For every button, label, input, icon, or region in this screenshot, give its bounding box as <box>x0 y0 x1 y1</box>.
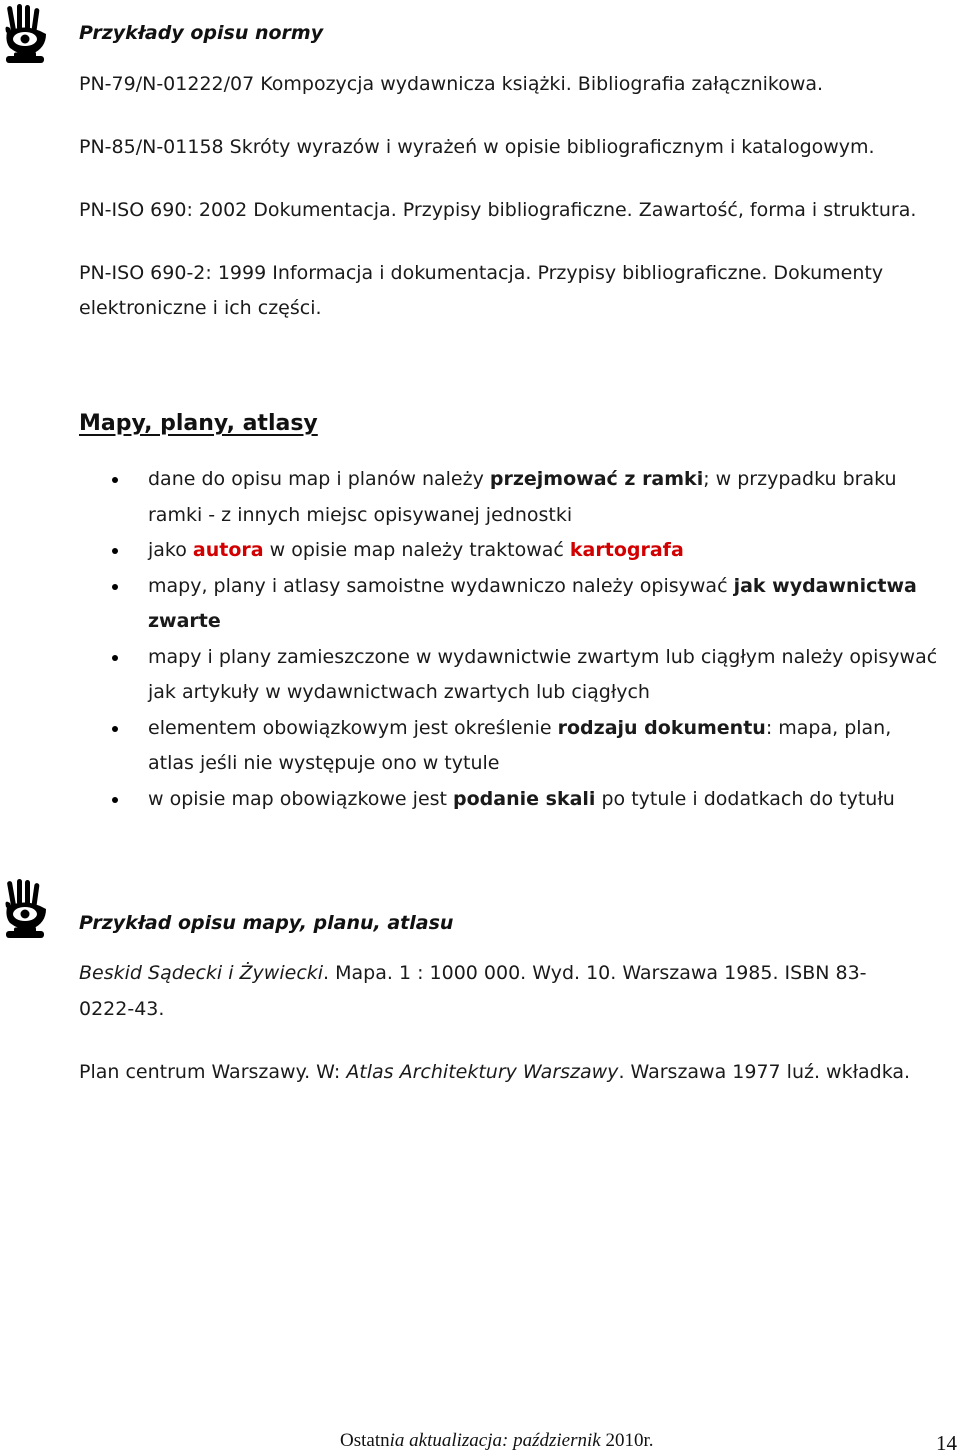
text-run: 2010r. <box>600 1430 654 1451</box>
emphasis-text: jak wydawnictwa <box>733 574 917 597</box>
list-item <box>112 462 960 533</box>
emphasis-text: zwarte <box>148 610 221 632</box>
text-run: po tytule i dodatkach do tytułu <box>595 787 895 810</box>
map-example-1-line-1 <box>79 962 867 984</box>
text-run: : mapa, plan, <box>765 716 892 739</box>
norm-item-1: PN-79/N-01222/07 Kompozycja wydawnicza książki. Bibliografia załącznikowa. <box>79 73 824 95</box>
text-run: mapy, plany i atlasy samoistne wydawniczo należy opisywać <box>148 574 734 597</box>
emphasis-text: podanie skali <box>453 787 596 810</box>
norm-item-4-line-2: elektroniczne i ich części. <box>79 297 322 319</box>
list-item <box>112 533 960 569</box>
page-number: 14 <box>936 1431 957 1455</box>
text-run: jak artykuły w wydawnictwach zwartych lub ciągłych <box>148 681 650 703</box>
highlight-text: autora <box>192 539 264 561</box>
text-run: w opisie map należy traktować <box>263 539 570 561</box>
emphasis-text: rodzaju dokumentu <box>557 716 766 739</box>
list-item <box>112 569 960 640</box>
section-title-maps: Mapy, plany, atlasy <box>79 411 318 436</box>
list-item <box>112 640 960 711</box>
maps-rules-list <box>112 462 960 817</box>
bullet-dot <box>112 477 118 483</box>
text-run: . Warszawa 1977 luź. wkładka. <box>618 1061 911 1083</box>
text-run: elementem obowiązkowym jest określenie <box>148 716 558 739</box>
map-example-2 <box>79 1061 910 1083</box>
text-run: mapy i plany zamieszczone w wydawnictwie zwartym lub ciągłym należy opisywać <box>148 645 938 668</box>
example-heading-maps: Przykład opisu mapy, planu, atlasu <box>79 912 454 934</box>
emphasis-text: przejmować z ramki <box>489 468 704 490</box>
text-run: jako <box>148 539 193 561</box>
map-title-text: Beskid Sądecki i Żywiecki <box>79 962 324 984</box>
atlas-title-text: Atlas Architektury Warszawy <box>346 1061 619 1083</box>
highlight-text: kartografa <box>569 539 684 561</box>
map-example-1-line-2: 0222-43. <box>79 998 165 1020</box>
text-run: ramki - z innych miejsc opisywanej jednostki <box>148 503 573 526</box>
norm-item-2: PN-85/N-01158 Skróty wyrazów i wyrażeń w opisie bibliograficznym i katalogowym. <box>79 136 875 158</box>
bullet-dot <box>112 655 118 661</box>
list-item <box>112 711 960 782</box>
text-run: Plan centrum Warszawy. W: <box>79 1061 347 1083</box>
text-run: dane do opisu map i planów należy <box>148 468 490 490</box>
bullet-dot <box>112 548 118 554</box>
bullet-dot <box>112 797 118 803</box>
norm-item-4-line-1: PN-ISO 690-2: 1999 Informacja i dokumentacja. Przypisy bibliograficzne. Dokumenty <box>79 262 884 284</box>
text-run: atlas jeśli nie występuje ono w tytule <box>148 752 500 774</box>
bullet-dot <box>112 584 118 590</box>
bullet-dot <box>112 726 118 732</box>
footer-last-update <box>340 1430 653 1452</box>
example-heading-norms: Przykłady opisu normy <box>79 22 324 44</box>
hand-eye-icon <box>2 879 50 941</box>
list-item <box>112 782 960 818</box>
text-run: w opisie map obowiązkowe jest <box>148 787 454 810</box>
text-run: ; w przypadku braku <box>703 468 897 490</box>
text-run: . Mapa. 1 : 1000 000. Wyd. 10. Warszawa 1985. ISBN 83- <box>323 962 867 984</box>
text-run: Ostatn <box>340 1430 390 1451</box>
text-run: ia aktualizacja: październik <box>389 1430 601 1451</box>
norm-item-3: PN-ISO 690: 2002 Dokumentacja. Przypisy bibliograficzne. Zawartość, forma i struktura. <box>79 199 917 221</box>
hand-eye-icon <box>2 4 50 66</box>
